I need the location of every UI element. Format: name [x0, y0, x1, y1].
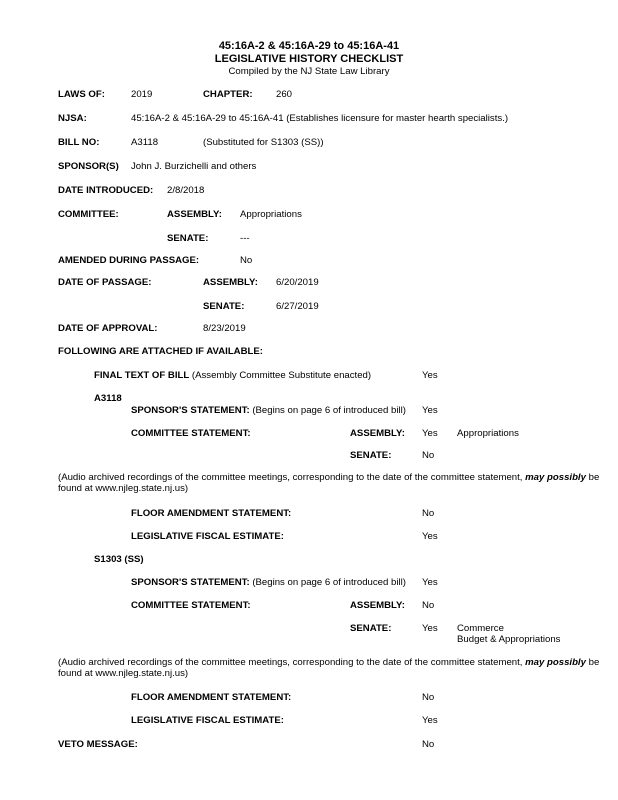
sponsors-value: John J. Burzichelli and others — [131, 161, 257, 172]
passage-assembly-label: ASSEMBLY: — [203, 277, 258, 288]
date-introduced-label: DATE INTRODUCED: — [58, 185, 154, 196]
committee-senate-value: --- — [240, 233, 250, 244]
a3118-fiscal-value: Yes — [422, 531, 438, 542]
s1303-cs-assembly-value: No — [422, 600, 435, 611]
a3118-audio-note-emphasis: may possibly — [525, 472, 586, 483]
s1303-audio-note-text: (Audio archived recordings of the committee meetings, corresponding to the date of the committee statement, — [58, 657, 526, 668]
committee-assembly-label: ASSEMBLY: — [167, 209, 222, 220]
s1303-heading: S1303 (SS) — [94, 554, 144, 565]
a3118-audio-note — [58, 472, 603, 494]
s1303-fiscal-value: Yes — [422, 715, 438, 726]
document-subtitle: LEGISLATIVE HISTORY CHECKLIST — [214, 53, 404, 65]
s1303-floor-label: FLOOR AMENDMENT STATEMENT: — [131, 692, 292, 703]
a3118-sponsor-statement-label: SPONSOR'S STATEMENT: — [131, 405, 250, 416]
laws-of-value: 2019 — [131, 89, 153, 100]
a3118-audio-note-text: (Audio archived recordings of the committee meetings, corresponding to the date of the committee statement, — [58, 472, 526, 483]
committee-assembly-value: Appropriations — [240, 209, 302, 220]
a3118-cs-assembly-value: Yes — [422, 428, 438, 439]
passage-label: DATE OF PASSAGE: — [58, 277, 152, 288]
final-text-line — [94, 370, 371, 381]
s1303-audio-note-link-text: be found at www.njleg.state.nj.us) — [58, 657, 600, 679]
a3118-floor-value: No — [422, 508, 435, 519]
final-text-label: FINAL TEXT OF BILL — [94, 370, 190, 381]
s1303-sponsor-statement — [131, 577, 406, 588]
a3118-fiscal-label: LEGISLATIVE FISCAL ESTIMATE: — [131, 531, 284, 542]
a3118-sponsor-statement-note: (Begins on page 6 of introduced bill) — [252, 405, 406, 416]
a3118-audio-note-link-text: be found at www.njleg.state.nj.us) — [58, 472, 600, 494]
a3118-sponsor-statement — [131, 405, 406, 416]
s1303-cs-senate-committee-2: Budget & Appropriations — [457, 634, 561, 645]
a3118-floor-label: FLOOR AMENDMENT STATEMENT: — [131, 508, 292, 519]
committee-label: COMMITTEE: — [58, 209, 119, 220]
bill-no-note: (Substituted for S1303 (SS)) — [203, 137, 324, 148]
njsa-value: 45:16A-2 & 45:16A-29 to 45:16A-41 (Establishes licensure for master hearth specialists.) — [131, 113, 509, 124]
amended-label: AMENDED DURING PASSAGE: — [58, 255, 200, 266]
s1303-cs-senate-value: Yes — [422, 623, 438, 634]
compiled-by: Compiled by the NJ State Law Library — [228, 66, 390, 77]
attached-heading: FOLLOWING ARE ATTACHED IF AVAILABLE: — [58, 346, 263, 357]
veto-value: No — [422, 739, 435, 750]
date-introduced-value: 2/8/2018 — [167, 185, 205, 196]
s1303-cs-assembly-label: ASSEMBLY: — [350, 600, 405, 611]
chapter-value: 260 — [276, 89, 293, 100]
amended-value: No — [240, 255, 253, 266]
a3118-cs-assembly-committee: Appropriations — [457, 428, 519, 439]
document-title: 45:16A-2 & 45:16A-29 to 45:16A-41 — [218, 40, 400, 52]
s1303-sponsor-statement-note: (Begins on page 6 of introduced bill) — [252, 577, 406, 588]
passage-assembly-value: 6/20/2019 — [276, 277, 319, 288]
a3118-heading: A3118 — [94, 393, 122, 404]
a3118-cs-senate-label: SENATE: — [350, 450, 392, 461]
s1303-audio-note-emphasis: may possibly — [525, 657, 586, 668]
sponsors-label: SPONSOR(S) — [58, 161, 119, 172]
passage-senate-label: SENATE: — [203, 301, 245, 312]
committee-senate-label: SENATE: — [167, 233, 209, 244]
s1303-committee-statement-label: COMMITTEE STATEMENT: — [131, 600, 251, 611]
passage-senate-value: 6/27/2019 — [276, 301, 319, 312]
s1303-sponsor-statement-value: Yes — [422, 577, 438, 588]
s1303-cs-senate-committee-1: Commerce — [457, 623, 504, 634]
s1303-cs-senate-label: SENATE: — [350, 623, 392, 634]
a3118-sponsor-statement-value: Yes — [422, 405, 438, 416]
a3118-cs-senate-value: No — [422, 450, 435, 461]
s1303-sponsor-statement-label: SPONSOR'S STATEMENT: — [131, 577, 250, 588]
approval-label: DATE OF APPROVAL: — [58, 323, 158, 334]
njsa-label: NJSA: — [58, 113, 87, 124]
final-text-note: (Assembly Committee Substitute enacted) — [191, 370, 372, 381]
a3118-committee-statement-label: COMMITTEE STATEMENT: — [131, 428, 251, 439]
a3118-cs-assembly-label: ASSEMBLY: — [350, 428, 405, 439]
s1303-floor-value: No — [422, 692, 435, 703]
s1303-fiscal-label: LEGISLATIVE FISCAL ESTIMATE: — [131, 715, 284, 726]
bill-no-value: A3118 — [131, 137, 159, 148]
veto-label: VETO MESSAGE: — [58, 739, 138, 750]
approval-value: 8/23/2019 — [203, 323, 246, 334]
laws-of-label: LAWS OF: — [58, 89, 105, 100]
s1303-audio-note — [58, 657, 603, 679]
chapter-label: CHAPTER: — [203, 89, 253, 100]
bill-no-label: BILL NO: — [58, 137, 100, 148]
final-text-value: Yes — [422, 370, 438, 381]
